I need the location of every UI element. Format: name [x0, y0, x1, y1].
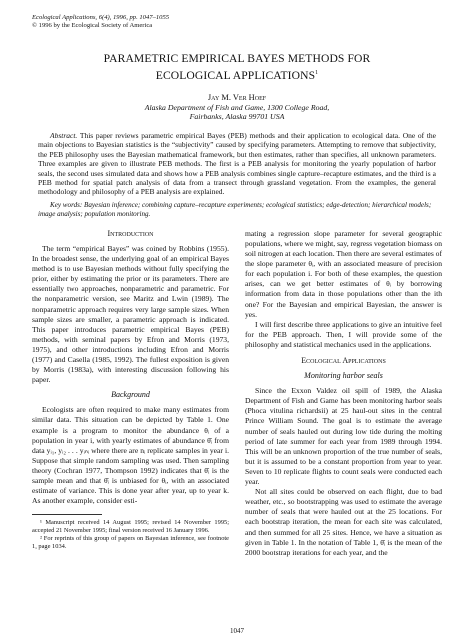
abstract-text: This paper reviews parametric empirical Bayes (PEB) methods and their application to ecological data. One of the main objections to Bayesian statistics is the “subjectivity” caused by specifying parameters. Attempting to remove that subjectivity, the PEB philosophy uses the Bayesian mathematical framework, but then estimates, rather than specifies, all unknown parameters. Three examples are given to illustrate PEB methods. The first is a PEB analysis for monitoring the yearly population of harbor seals, the second uses simulated data and shows how a PEB analysis combines single capture–recapture estimates, and the third is a PEB method for spatial patch analysis of data from a transect through grassland vegetation. From the examples, the general methodology and philosophy of a PEB analysis are explained. — [38, 131, 436, 197]
harbor-seals-paragraph-1: Since the Exxon Valdez oil spill of 1989, the Alaska Department of Fish and Game has been monitoring harbor seals (Phoca vitulina richardsii) at 25 haul-out sites in the central Prince William Sound. The goal is to estimate the average number of seals hauled out during low tide during the molting period of late summer for each year from 1989 through 1994. This will be an unknown proportion of the true number of seals, but it is assumed to be a constant proportion from year to year. Seven to 10 replicate flights to count seals were conducted each year. — [245, 386, 442, 487]
footnote-2: ² For reprints of this group of papers on Bayesian inference, see footnote 1, page 1034. — [32, 535, 229, 551]
paper-title — [32, 52, 442, 83]
title-line-2-text: ECOLOGICAL APPLICATIONS — [155, 68, 316, 82]
footnote-1: ¹ Manuscript received 14 August 1995; revised 14 November 1995; accepted 21 November 1995; final version received 16 January 1996. — [32, 519, 229, 535]
journal-citation: Ecological Applications, 6(4), 1996, pp. 1047–1055 — [32, 14, 170, 21]
left-column — [32, 229, 229, 558]
author-affiliation — [32, 103, 442, 122]
section-heading-introduction: Introduction — [107, 228, 154, 238]
journal-header — [32, 14, 442, 30]
author-first: Jay M. — [207, 92, 233, 102]
footnotes — [32, 519, 229, 551]
abstract — [38, 131, 436, 197]
abstract-label: Abstract. — [50, 131, 78, 141]
title-footnote-mark: 1 — [315, 70, 319, 76]
keywords — [38, 201, 436, 219]
keywords-label: Key words: — [50, 200, 83, 209]
background-paragraph: Ecologists are often required to make many estimates from similar data. This situation can be depicted by Table 1. One example is a program to monitor the abundance θᵢ of a population in year i, with yearly estimates of abundance θ̂ᵢ from data yᵢ₁, yᵢ₂ . . . yᵢₙᵢ where there are nᵢ replicate samples in year i. Suppose that simple random sampling was used. Then sampling theory (Cochran 1977, Thompson 1992) indicates that θ̂ᵢ is the sample mean and that θ̂ᵢ is unbiased for θᵢ, with an associated estimate of variance. This is done year after year, up to year k. As another example, consider esti- — [32, 405, 229, 506]
right-column — [245, 229, 442, 558]
footnote-rule — [32, 514, 102, 515]
author-last: Ver Hoef — [232, 92, 267, 102]
affiliation-line-2: Fairbanks, Alaska 99701 USA — [189, 112, 285, 122]
affiliation-line-1: Alaska Department of Fish and Game, 1300 College Road, — [144, 102, 330, 112]
body-columns — [32, 229, 442, 558]
copyright-notice: © 1996 by the Ecological Society of America — [32, 22, 153, 29]
section-heading-applications: Ecological Applications — [301, 356, 386, 366]
subsection-heading-background: Background — [111, 390, 150, 400]
continued-paragraph: mating a regression slope parameter for several geographic populations, where we might, say, regress vegetation biomass on soil nitrogen at each location. Then there are several estimates of the slope parameter θᵢ, with an associated measure of precision for each population i. For both of these examples, the question arises, can we get better estimates of θᵢ by borrowing information from data in those populations other than the ith one? For the Bayesian and empirical Bayesian, the answer is yes. — [245, 228, 443, 319]
page-number: 1047 — [230, 627, 244, 635]
keywords-text: Bayesian inference; combining capture–recapture experiments; ecological statistics; edge-detection; hierarchical models; image analysis; population monitoring. — [38, 200, 432, 218]
harbor-seals-paragraph-2: Not all sites could be observed on each flight, due to bad weather, etc., so bootstrapping was used to estimate the average number of seals that were hauled out at the 25 locations. For each bootstrap iteration, the mean for each site was calculated, and then summed for all 25 sites. Hence, we have a situation as given in Table 1. In the notation of Table 1, θ̂ᵢ is the mean of the 2000 bootstrap iterations for each year, and the — [245, 487, 442, 557]
author-name — [32, 93, 442, 102]
subsection-heading-harbor-seals: Monitoring harbor seals — [304, 371, 383, 381]
title-line-1: PARAMETRIC EMPIRICAL BAYES METHODS FOR — [103, 52, 371, 65]
intro-paragraph: The term “empirical Bayes” was coined by Robbins (1955). In the broadest sense, the underlying goal of an empirical Bayes method is to use Bayesian methods without fully specifying the prior, either by estimating the prior or its parameters. There are essentially two approaches, nonparametric and parametric. For the nonparametric version, see Maritz and Lwin (1989). The nonparametric approach requires very large sample sizes. When sample sizes are smaller, a parametric approach is indicated. This paper introduces parametric empirical Bayes (PEB) methods, with seminal papers by Efron and Morris (1973, 1975), and other introductions including Efron and Morris (1977) and Casella (1985, 1992). The fullest exposition is given by Morris (1983a), with interesting discussion following his paper. — [32, 243, 229, 385]
overview-paragraph: I will first describe three applications to give an intuitive feel for the PEB approach. Then, I will provide some of the philosophy and statistical mechanics used in the applications. — [245, 319, 442, 349]
title-line-2 — [32, 66, 442, 83]
